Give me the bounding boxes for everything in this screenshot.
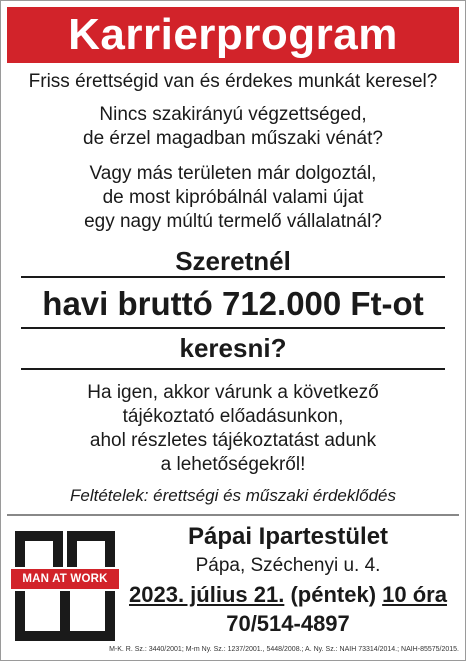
intro-paragraph-2-line: Nincs szakirányú végzettséged, (99, 104, 367, 125)
headline-rule (21, 327, 445, 329)
headline-rule (21, 368, 445, 370)
headline-line-3: keresni? (179, 333, 287, 363)
intro-paragraph-3-line: egy nagy múltú termelő vállalatnál? (84, 211, 382, 232)
event-datetime (111, 581, 465, 609)
invite-line: Ha igen, akkor várunk a következő (87, 382, 379, 403)
event-date: 2023. július 21. (129, 582, 285, 607)
logo-text: MAN AT WORK (11, 569, 119, 589)
invite-line: a lehetőségekről! (160, 454, 306, 475)
event-address: Pápa, Széchenyi u. 4. (195, 555, 381, 576)
section-divider (7, 514, 459, 516)
intro-paragraph-3-line: Vagy más területen már dolgoztál, (89, 163, 377, 184)
man-at-work-logo (11, 527, 119, 645)
intro-paragraph-2-line: de érzel magadban műszaki vénát? (83, 128, 383, 149)
invite-paragraph (1, 381, 465, 477)
intro-question: Friss érettségid van és érdekes munkát keresel? (28, 71, 438, 92)
organization-name: Pápai Ipartestület (187, 523, 389, 550)
conditions-text: Feltételek: érettségi és műszaki érdeklődés (70, 486, 396, 505)
event-time: 10 óra (382, 582, 447, 607)
intro-paragraph-3-line: de most kipróbálnál valami újat (102, 187, 364, 208)
intro-paragraph-2 (1, 103, 465, 151)
headline-rule (21, 276, 445, 278)
invite-line: ahol részletes tájékoztatást adunk (89, 430, 377, 451)
headline-line-1: Szeretnél (175, 246, 291, 276)
legal-registration-numbers: M-K. R. Sz.: 3440/2001; M-m Ny. Sz.: 1237/2001., 5448/2008.; A. Ny. Sz.: NAIH 73314/2014.; NAIH-85575/2015. (109, 646, 459, 653)
contact-phone: 70/514-4897 (226, 611, 350, 636)
page-title: Karrierprogram (7, 7, 459, 63)
invite-line: tájékoztató előadásunkon, (122, 406, 344, 427)
event-day: (péntek) (290, 582, 377, 607)
headline-salary: havi bruttó 712.000 Ft-ot (42, 285, 424, 322)
intro-paragraph-3 (1, 162, 465, 234)
